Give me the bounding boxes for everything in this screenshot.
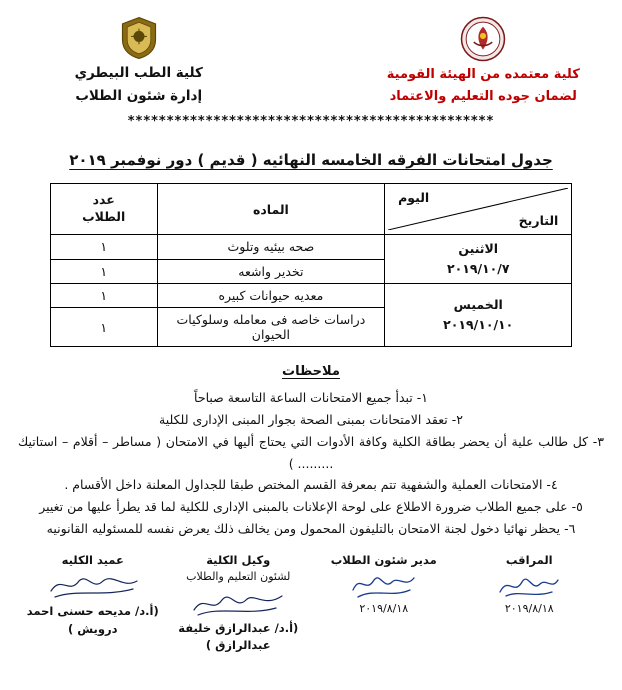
handwritten-signature-icon (494, 572, 564, 600)
count-1-0: ١ (50, 284, 157, 308)
column-header-date: التاريخ (518, 213, 559, 229)
handwritten-signature-icon (43, 571, 143, 601)
signature-role-3: عميد الكليه (61, 553, 124, 568)
student-affairs-dept: إدارة شئون الطلاب (75, 87, 203, 104)
signature-block-dean (20, 552, 166, 654)
signature-block-student-affairs (311, 552, 457, 654)
signature-scribble-1 (311, 571, 457, 601)
faculty-logo-wrap (14, 16, 263, 60)
signature-name-2: (أ.د/ عبدالرازق خليفة عبدالرازق ) (178, 620, 299, 653)
column-header-count (50, 184, 157, 235)
accreditation-line-1: كلية معتمده من الهيئة القومية (386, 67, 580, 82)
signature-code-0: ٢٠١٩/٨/١٨ (504, 602, 554, 616)
signature-role-1: مدير شئون الطلاب (330, 553, 437, 568)
table-row (50, 235, 572, 260)
note-item-4: ٤- الامتحانات العملية والشفهية تتم بمعرفة القسم المختص طبقا للجداول المعلنة داخل الأقسام . (64, 477, 558, 493)
exam-schedule-table (50, 183, 573, 347)
day-cell-0 (385, 235, 572, 284)
notes-title: ملاحظات (282, 364, 340, 380)
column-header-day: اليوم (398, 190, 430, 206)
note-item-2: ٢- تعقد الامتحانات بمبنى الصحة بجوار المبنى الإدارى للكلية (159, 411, 463, 427)
day-name-1: الخميس (453, 297, 503, 313)
signature-scribble-3 (20, 571, 166, 601)
signature-block-vice-dean (166, 552, 312, 654)
faculty-name: كلية الطب البيطري (74, 65, 203, 81)
signature-scribble-0 (457, 571, 603, 601)
notes-section (14, 361, 608, 540)
day-cell-1 (385, 284, 572, 347)
subject-0-0: صحه بيئيه وتلوث (157, 235, 384, 260)
accreditation-block (359, 16, 608, 108)
faculty-crest-icon (119, 16, 159, 60)
count-0-1: ١ (50, 259, 157, 284)
accreditation-logo-wrap (359, 16, 608, 62)
count-header-line2: الطلاب (82, 209, 126, 225)
subject-1-1: دراسات خاصه فى معامله وسلوكيات الحيوان (157, 308, 384, 347)
faculty-block (14, 16, 263, 108)
handwritten-signature-icon (188, 588, 288, 618)
accreditation-line-2: لضمان جوده التعليم والاعتماد (389, 89, 577, 105)
table-row (50, 284, 572, 308)
column-header-subject: الماده (157, 184, 384, 235)
table-body (50, 235, 572, 347)
signatures-row (14, 552, 608, 654)
table-header-row (50, 184, 572, 235)
national-authority-logo-icon (460, 16, 506, 62)
note-item-5: ٥- على جميع الطلاب ضرورة الاطلاع على لوحة الإعلانات بالمبنى الإدارى للكلية لما قد يطرأ عليها من تغيير (39, 499, 583, 515)
count-0-0: ١ (50, 235, 157, 260)
subject-0-1: تخدير واشعه (157, 259, 384, 284)
day-date-header-cell (385, 184, 572, 235)
signature-sub-2: لشئون التعليم والطلاب (186, 570, 291, 584)
subject-1-0: معديه حيوانات كبيره (157, 284, 384, 308)
handwritten-signature-icon (348, 572, 420, 600)
page-title: جدول امتحانات الفرقه الخامسه النهائيه ( قديم ) دور نوفمبر ٢٠١٩ (69, 151, 553, 170)
star-divider: *********************************************** (127, 114, 495, 130)
signature-block-observer (457, 552, 603, 654)
count-1-1: ١ (50, 308, 157, 347)
note-item-6: ٦- يحظر نهائيا دخول لجنة الامتحان بالتليفون المحمول ومن يخالف ذلك يعرض نفسه للمسئوليه القانونيه (46, 521, 576, 537)
day-name-0: الاثنين (458, 241, 499, 257)
day-date-1: ٢٠١٩/١٠/١٠ (443, 317, 514, 333)
signature-role-2: وكيل الكلية (206, 553, 271, 568)
day-date-0: ٢٠١٩/١٠/٧ (446, 261, 510, 277)
signature-role-0: المراقب (505, 553, 553, 568)
diagonal-split-cell (388, 188, 568, 230)
document-header (14, 16, 608, 108)
signature-name-3: (أ.د/ مديحه حسنى احمد درويش ) (26, 604, 159, 636)
note-item-3: ٣- كل طالب علية أن يحضر بطاقة الكلية وكافة الأدوات التي يحتاج أليها في الامتحان ( مساطر – أقلام – استاتيك ......... ) (18, 433, 604, 471)
signature-scribble-2 (166, 588, 312, 618)
signature-code-1: ٢٠١٩/٨/١٨ (359, 602, 409, 616)
note-item-1: ١- تبدأ جميع الامتحانات الساعة التاسعة صباحاً (194, 389, 428, 405)
count-header-line1: عدد (92, 192, 115, 208)
